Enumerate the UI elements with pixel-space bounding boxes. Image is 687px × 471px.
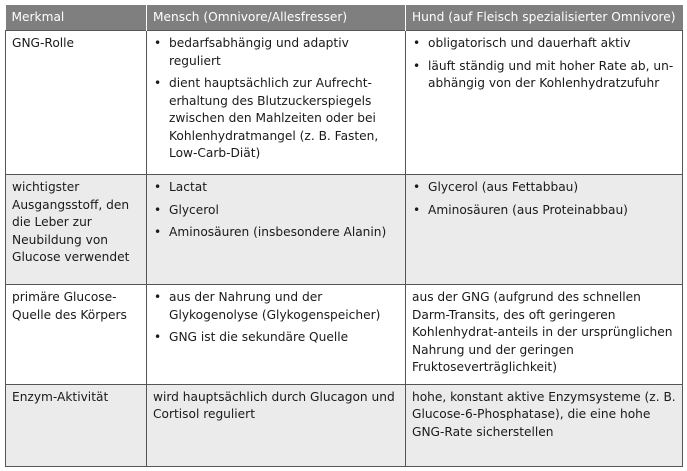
comparison-table [5,5,683,467]
bullet-icon: • [154,180,162,194]
bullet-icon: • [154,330,162,344]
feature-cell: GNG-Rolle [6,31,147,175]
bullet-icon: • [413,58,421,73]
table-row [6,175,683,285]
header-feature: Merkmal [6,5,147,31]
bullet-list [412,179,676,219]
feature-cell: Enzym-Aktivität [6,384,147,466]
list-item: • Aminosäuren (insbesondere Alanin) [153,224,399,242]
table-row [6,285,683,385]
list-item: • GNG ist die sekundäre Quelle [153,329,399,347]
list-item: • läuft ständig und mit hoher Rate ab, un-abhängig von der Kohlenhydratzufuhr [413,58,674,90]
header-row [6,5,683,31]
bullet-icon: • [154,36,162,50]
list-item: • Lactat [153,179,399,197]
header-dog: Hund (auf Fleisch spezialisierter Omnivore) [406,5,683,31]
bullet-icon: • [154,290,162,304]
bullet-icon: • [413,180,421,194]
list-item: • dient hauptsächlich zur Aufrecht-erhaltung des Blutzuckerspiegels zwischen den Mahlzeiten oder bei Kohlenhydratmangel (z. B. Fasten, Low-Carb-Diät) [154,76,379,160]
dog-cell [406,31,683,175]
bullet-icon: • [413,36,421,50]
bullet-icon: • [154,202,162,217]
list-item: • Glycerol (aus Fettabbau) [412,179,676,197]
feature-cell: wichtigster Ausgangsstoff, den die Leber zur Neubildung von Glucose verwendet [6,175,147,285]
bullet-list [153,289,399,347]
human-cell [147,31,406,175]
table-row [6,384,683,466]
bullet-icon: • [154,76,162,90]
header-human: Mensch (Omnivore/Allesfresser) [147,5,406,31]
dog-cell [406,175,683,285]
list-item: • Aminosäuren (aus Proteinabbau) [412,202,676,220]
human-cell [147,175,406,285]
human-cell [147,285,406,385]
dog-cell: aus der GNG (aufgrund des schnellen Darm-Transits, des oft geringeren Kohlenhydrat-anteils in der ursprünglichen Nahrung und der geringen Fruktoseverträglichkeit) [406,285,683,385]
dog-cell: hohe, konstant aktive Enzymsysteme (z. B. Glucose-6-Phosphatase), die eine hohe GNG-Rate sicherstellen [406,384,683,466]
list-item: • aus der Nahrung und der Glykogenolyse (Glykogenspeicher) [154,290,381,322]
table-row [6,31,683,175]
feature-cell: primäre Glucose-Quelle des Körpers [6,285,147,385]
bullet-list [153,35,399,163]
bullet-icon: • [413,202,421,217]
bullet-list [412,35,676,93]
bullet-icon: • [154,225,162,239]
bullet-list [153,179,399,242]
list-item: • Glycerol [153,202,399,220]
list-item: • bedarfsabhängig und adaptiv reguliert [154,36,349,68]
list-item: • obligatorisch und dauerhaft aktiv [412,35,676,53]
human-cell: wird hauptsächlich durch Glucagon und Cortisol reguliert [147,384,406,466]
